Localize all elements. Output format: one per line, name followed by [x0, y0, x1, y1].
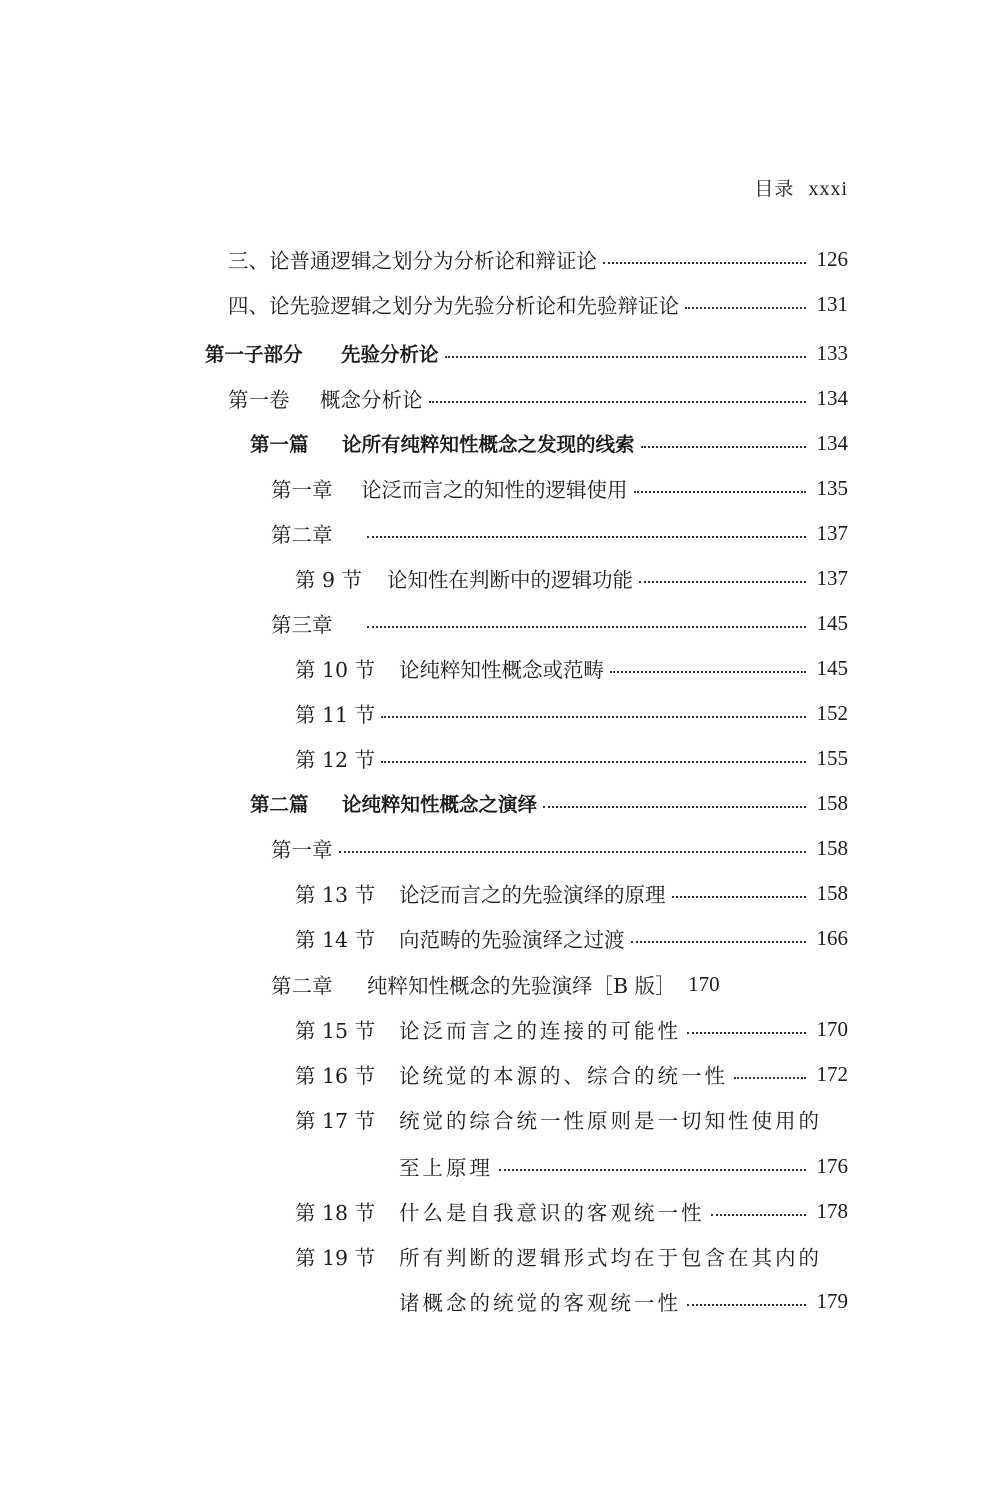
toc-entry-title: 向范畴的先验演绎之过渡	[399, 928, 625, 952]
toc-entry-page: 134	[816, 385, 848, 410]
toc-entry-title: 论纯粹知性概念之演绎	[342, 793, 538, 816]
toc-entry-title: 四、论先验逻辑之划分为先验分析论和先验辩证论	[228, 294, 679, 318]
toc-entry-chapter[interactable]	[271, 828, 848, 868]
toc-entry-subsection[interactable]	[295, 693, 848, 733]
toc-entry-title: 先验分析论	[341, 343, 439, 366]
toc-entry-page: 179	[816, 1288, 848, 1313]
toc-entry-title: 论所有纯粹知性概念之发现的线索	[342, 433, 635, 456]
dot-leader	[367, 536, 806, 538]
toc-entry-number: 第 16 节	[295, 1064, 376, 1088]
dot-leader	[445, 356, 806, 358]
dot-leader	[687, 1304, 806, 1306]
dot-leader	[685, 307, 806, 309]
toc-entry-title: 论泛而言之的连接的可能性	[399, 1019, 681, 1043]
toc-entry-page: 131	[816, 291, 848, 316]
dot-leader	[339, 851, 807, 853]
toc-entry-number: 第二章	[271, 974, 333, 998]
toc-entry-number: 第一卷	[228, 388, 290, 412]
toc-entry-number: 第二篇	[250, 793, 309, 816]
toc-entry-title: 所有判断的逻辑形式均在于包含在其内的	[399, 1246, 822, 1270]
toc-entry-page: 170	[816, 1016, 848, 1041]
toc-entry-subsection[interactable]	[295, 1191, 848, 1231]
dot-leader	[603, 262, 806, 264]
dot-leader	[734, 1077, 806, 1079]
toc-entry-page: 152	[816, 700, 848, 725]
toc-entry-page: 178	[816, 1198, 848, 1223]
toc-entry[interactable]	[228, 284, 848, 324]
toc-entry-page: 176	[816, 1153, 848, 1178]
toc-entry-number: 第一章	[271, 838, 333, 862]
toc-entry-number: 第 18 节	[295, 1201, 376, 1225]
toc-entry-title: 论泛而言之的知性的逻辑使用	[361, 478, 628, 502]
toc-entry-subsection[interactable]	[295, 648, 848, 688]
toc-entry-number: 第 14 节	[295, 928, 376, 952]
toc-entry-page: 126	[816, 246, 848, 271]
toc-entry-title: 三、论普通逻辑之划分为分析论和辩证论	[228, 249, 597, 273]
toc-entry-number: 第一章	[271, 478, 333, 502]
page-folio: xxxi	[808, 178, 848, 200]
dot-leader	[381, 761, 806, 763]
toc-entry-chapter[interactable]	[271, 603, 848, 643]
dot-leader	[543, 806, 806, 808]
toc-entry-number: 第 17 节	[295, 1109, 376, 1133]
toc-entry-title: 统觉的综合统一性原则是一切知性使用的	[399, 1109, 822, 1133]
toc-entry-part[interactable]	[205, 333, 848, 373]
toc-entry-page: 170	[688, 971, 720, 996]
toc-entry-title: 论纯粹知性概念或范畴	[399, 658, 604, 682]
dot-leader	[499, 1169, 806, 1171]
toc-entry-title: 什么是自我意识的客观统一性	[399, 1201, 705, 1225]
toc-entry-page: 158	[816, 790, 848, 815]
toc-entry-subsection[interactable]	[295, 1236, 848, 1276]
toc-entry-number: 第 12 节	[295, 748, 376, 772]
toc-entry-page: 133	[816, 340, 848, 365]
toc-entry-number: 第 15 节	[295, 1019, 376, 1043]
toc-entry-number: 第一子部分	[205, 343, 303, 366]
dot-leader	[641, 446, 806, 448]
toc-entry-page: 166	[816, 925, 848, 950]
toc-entry-page: 155	[816, 745, 848, 770]
toc-entry-page: 137	[816, 565, 848, 590]
toc-entry-page: 145	[816, 610, 848, 635]
dot-leader	[367, 626, 806, 628]
dot-leader	[610, 671, 806, 673]
toc-entry[interactable]	[228, 239, 848, 279]
toc-entry-number: 第二章	[271, 523, 333, 547]
toc-entry-section[interactable]	[250, 783, 848, 823]
toc-entry-title: 论统觉的本源的、综合的统一性	[399, 1064, 728, 1088]
toc-entry-subsection[interactable]	[295, 1054, 848, 1094]
dot-leader	[672, 896, 807, 898]
toc-entry-number: 第 11 节	[295, 703, 376, 727]
toc-entry-subsection[interactable]	[295, 558, 848, 598]
toc-entry-page: 134	[816, 430, 848, 455]
dot-leader	[429, 401, 807, 403]
toc-entry-subsection[interactable]	[295, 1099, 848, 1139]
toc-entry-number: 第三章	[271, 613, 333, 637]
toc-entry-page: 172	[816, 1061, 848, 1086]
toc-entry-chapter[interactable]	[271, 513, 848, 553]
toc-entry-subsection[interactable]	[295, 918, 848, 958]
toc-entry-subsection[interactable]	[295, 873, 848, 913]
toc-entry-subsection[interactable]	[295, 738, 848, 778]
dot-leader	[631, 941, 807, 943]
dot-leader	[639, 581, 806, 583]
toc-entry-continuation[interactable]	[399, 1281, 848, 1321]
toc-entry-book[interactable]	[228, 378, 848, 418]
toc-entry-number: 第 13 节	[295, 883, 376, 907]
toc-entry-title: 诸概念的统觉的客观统一性	[399, 1291, 681, 1315]
toc-entry-chapter[interactable]	[271, 468, 848, 508]
toc-entry-number: 第一篇	[250, 433, 309, 456]
toc-entry-title: 论知性在判断中的逻辑功能	[387, 568, 633, 592]
dot-leader	[711, 1214, 807, 1216]
toc-entry-subsection[interactable]	[295, 1009, 848, 1049]
toc-entry-title: 论泛而言之的先验演绎的原理	[399, 883, 666, 907]
toc-entry-page: 158	[816, 880, 848, 905]
toc-entry-chapter[interactable]	[271, 964, 848, 1004]
dot-leader	[687, 1032, 806, 1034]
dot-leader	[381, 716, 806, 718]
toc-entry-number: 第 9 节	[295, 568, 363, 592]
toc-entry-continuation[interactable]	[399, 1146, 848, 1186]
toc-entry-page: 137	[816, 520, 848, 545]
toc-entry-title: 至上原理	[399, 1156, 493, 1180]
toc-entry-number: 第 10 节	[295, 658, 376, 682]
toc-entry-page: 145	[816, 655, 848, 680]
toc-entry-title: 概念分析论	[320, 388, 423, 412]
toc-entry-title: 纯粹知性概念的先验演绎［B 版］	[367, 974, 676, 998]
toc-entry-section[interactable]	[250, 423, 848, 463]
header-label: 目录	[754, 178, 795, 200]
dot-leader	[634, 491, 807, 493]
toc-entry-number: 第 19 节	[295, 1246, 376, 1270]
toc-entry-page: 135	[816, 475, 848, 500]
toc-entry-page: 158	[816, 835, 848, 860]
